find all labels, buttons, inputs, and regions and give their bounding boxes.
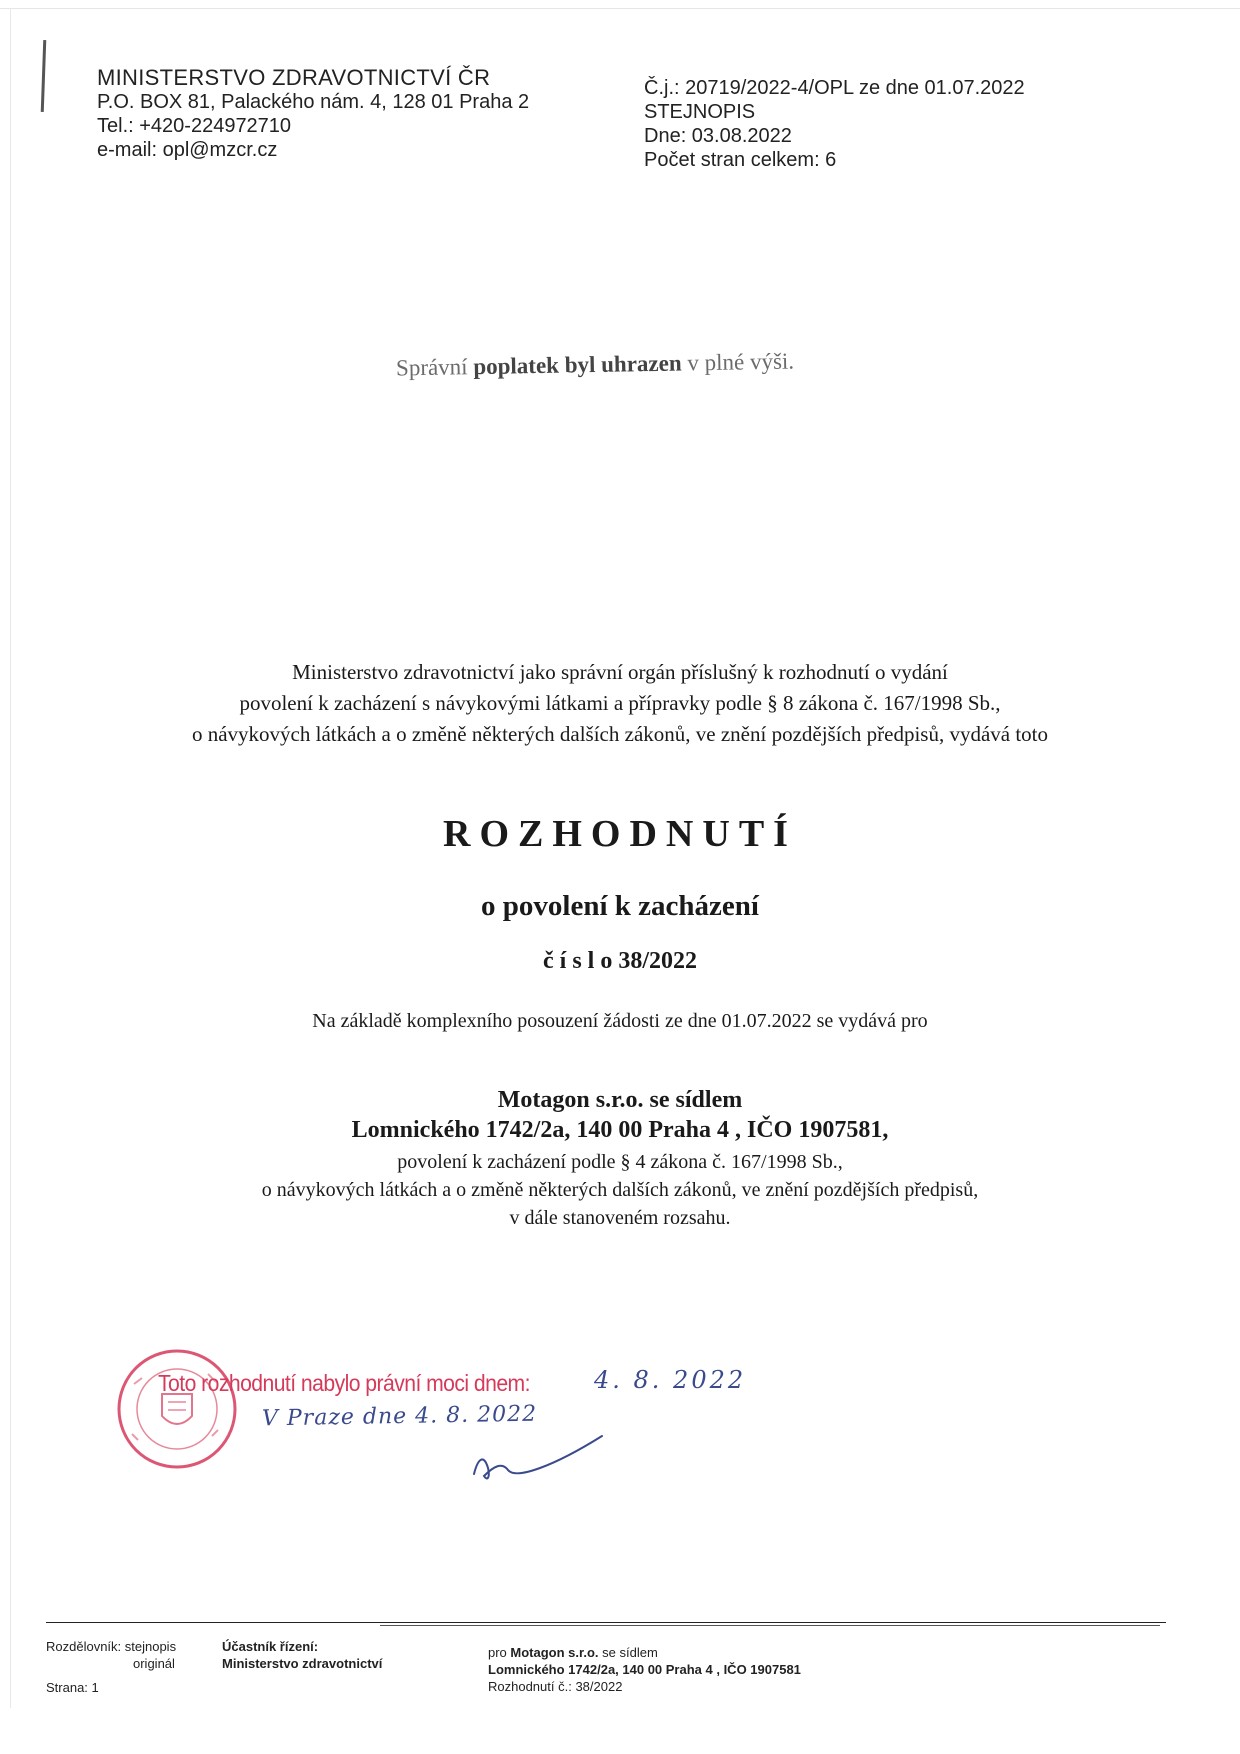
footer-distribution [46,1638,176,1696]
document-date: Dne: 03.08.2022 [644,125,792,147]
intro-paragraph [0,657,1240,750]
footer-decision-number: Rozhodnutí č.: 38/2022 [488,1679,623,1694]
intro-line: o návykových látkách a o změně některých dalších zákonů, ve znění pozdějších předpisů, vydává toto [191,722,1049,746]
fee-note-part1: Správní [395,354,474,381]
intro-line: Ministerstvo zdravotnictví jako správní orgán příslušný k rozhodnutí o vydání [292,660,948,684]
footer-participant [222,1638,382,1672]
handwritten-date: 4. 8. 2022 [594,1366,747,1394]
footer-recipient [488,1644,801,1695]
recipient-suffix: se sídlem [598,1645,658,1660]
reference-block [644,76,1025,172]
signature [468,1426,608,1486]
recipient-prefix: pro [488,1645,511,1660]
official-round-stamp [112,1344,242,1474]
sender-block [97,66,529,162]
grant-line: v dále stanoveném rozsahu. [509,1207,731,1229]
recipient-address: Lomnického 1742/2a, 140 00 Praha 4 , IČO 1907581 [488,1662,801,1677]
handwritten-place-date: V Praze dne 4. 8. 2022 [261,1401,538,1432]
participant-label: Účastník řízení: [222,1639,319,1654]
company-name: Motagon s.r.o. se sídlem [497,1087,743,1113]
decision-title: ROZHODNUTÍ [443,813,797,855]
org-email: e-mail: opl@mzcr.cz [97,139,278,161]
participant-value: Ministerstvo zdravotnictví [222,1656,383,1671]
recipient-company: Motagon s.r.o. [510,1645,599,1660]
org-phone: Tel.: +420-224972710 [97,115,292,137]
legal-force-stamp-text: Toto rozhodnutí nabylo právní moci dnem: [158,1370,530,1396]
company-address: Lomnického 1742/2a, 140 00 Praha 4 , IČO 1907581, [351,1117,889,1143]
copy-label: STEJNOPIS [644,101,756,123]
grant-line: povolení k zacházení podle § 4 zákona č. 167/1998 Sb., [397,1151,843,1173]
recipient-line [488,1644,801,1661]
grant-line: o návykových látkách a o změně některých dalších zákonů, ve znění pozdějších předpisů, [261,1179,979,1201]
margin-mark [41,40,47,112]
company-block [0,1085,1240,1145]
page-count: Počet stran celkem: 6 [644,149,837,171]
decision-basis: Na základě komplexního posouzení žádosti ze dne 01.07.2022 se vydává pro [312,1010,928,1032]
fee-note-part2: poplatek byl uhrazen [473,350,682,380]
intro-line: povolení k zacházení s návykovými látkami a přípravky podle § 8 zákona č. 167/1998 Sb., [239,691,1001,715]
decision-subtitle: o povolení k zacházení [481,890,759,922]
org-name: MINISTERSTVO ZDRAVOTNICTVÍ ČR [97,65,491,90]
org-address: P.O. BOX 81, Palackého nám. 4, 128 01 Praha 2 [97,91,530,113]
distribution-value: originál [133,1656,175,1671]
scan-edge-left [10,8,11,1708]
grant-paragraph [0,1148,1240,1232]
fee-note-part3: v plné výši. [681,348,795,376]
reference-number: Č.j.: 20719/2022-4/OPL ze dne 01.07.2022 [644,77,1025,99]
distribution-label: Rozdělovník: stejnopis [46,1639,177,1654]
decision-number: č í s l o 38/2022 [543,948,697,974]
footer-divider-secondary [380,1625,1160,1626]
scan-edge-top [0,8,1240,9]
footer-divider [46,1622,1166,1623]
page-number: Strana: 1 [46,1680,99,1695]
fee-paid-note [0,348,1240,381]
